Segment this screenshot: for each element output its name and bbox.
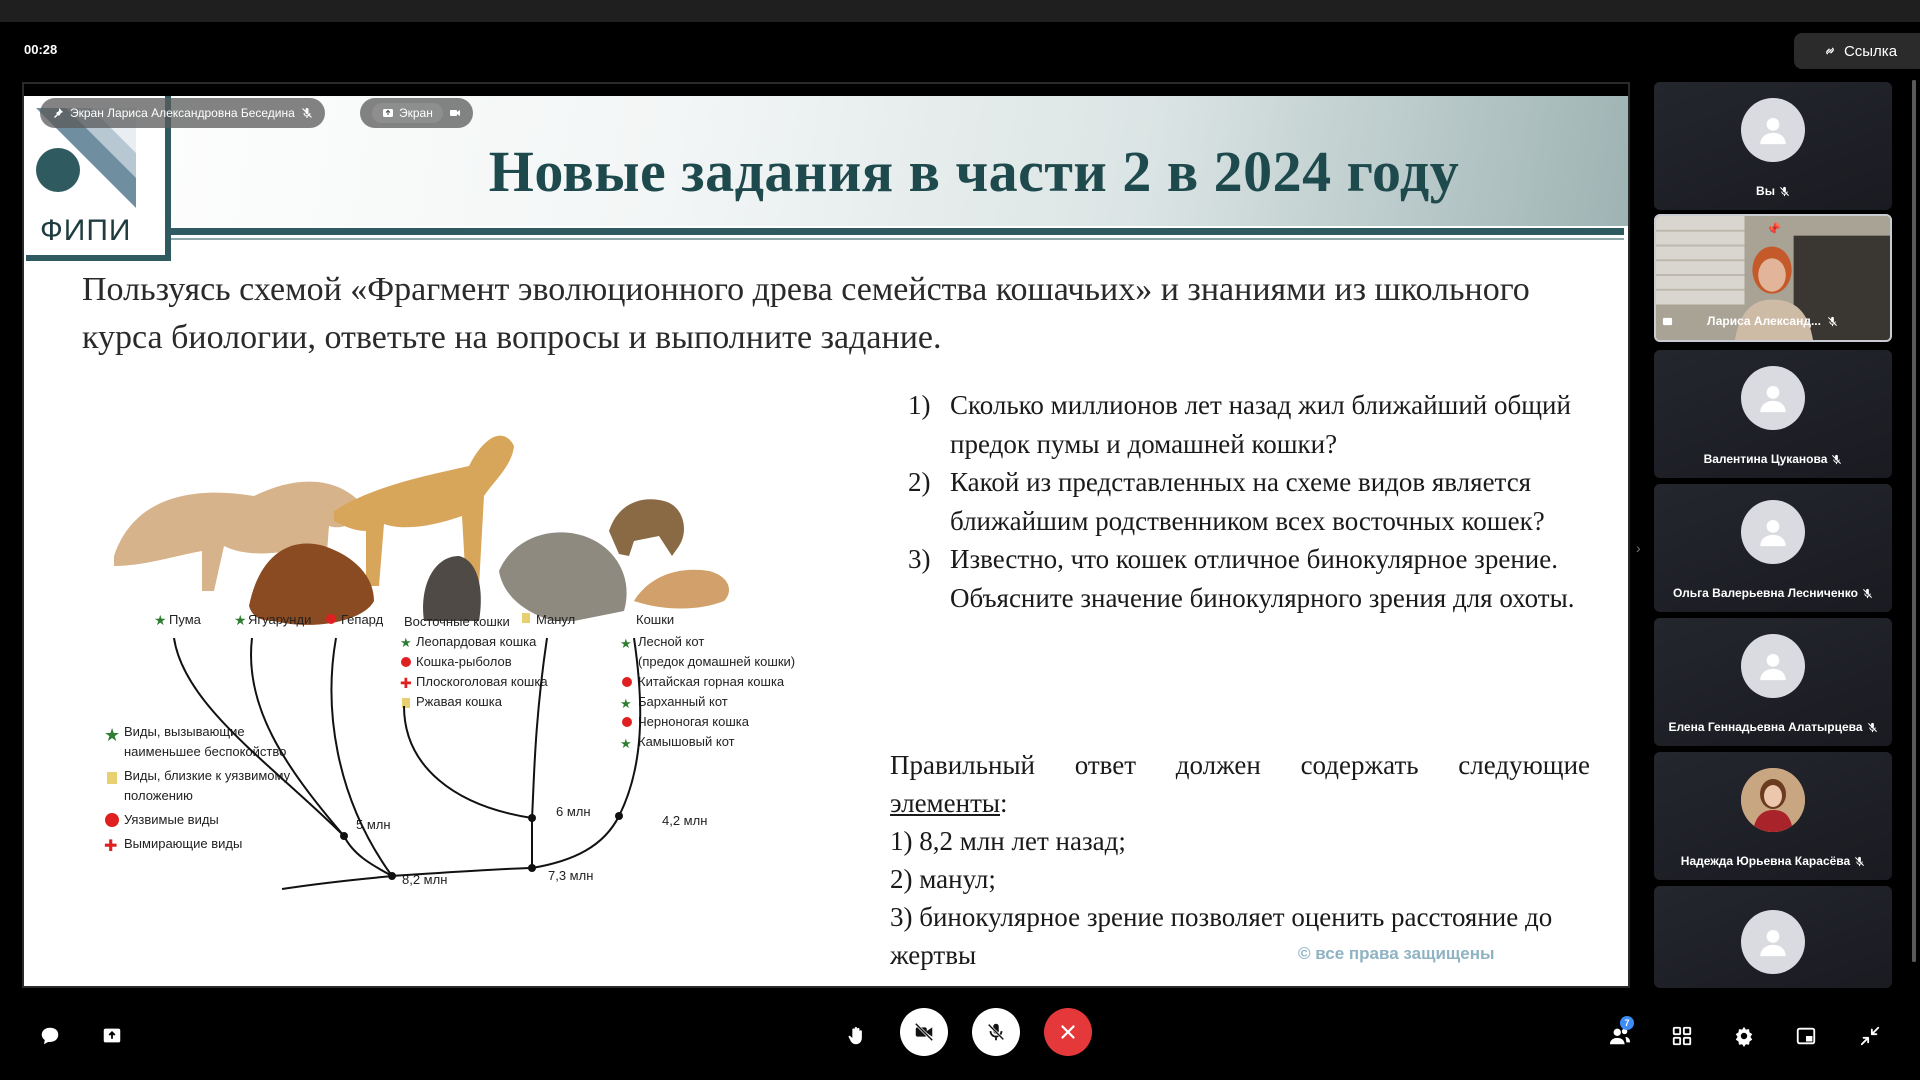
- mic-off-icon: [1831, 454, 1842, 465]
- fipi-logo-text: ФИПИ: [40, 214, 132, 247]
- copy-link-button[interactable]: [1794, 33, 1920, 69]
- chat-icon: [39, 1025, 61, 1047]
- participant-tile[interactable]: [1654, 618, 1892, 746]
- star-icon: ★: [620, 636, 632, 651]
- answer-item: 3) бинокулярное зрение позволяет оценить расстояние до жертвы: [890, 902, 1553, 970]
- slide-intro: Пользуясь схемой «Фрагмент эволюционного древа семейства кошачьих» и знаниями из школьного курса биологии, ответьте на вопросы и выполните задание.: [82, 271, 1530, 356]
- legend-4: Вымирающие виды: [124, 836, 243, 851]
- answer-item: 1) 8,2 млн лет назад;: [890, 826, 1126, 856]
- legend-marker-icon: [107, 772, 117, 784]
- leave-call-button[interactable]: [1044, 1008, 1092, 1056]
- mic-off-icon: [1827, 316, 1838, 327]
- eastern-cat-4: Ржавая кошка: [416, 694, 502, 709]
- cross-icon: ✚: [400, 675, 412, 691]
- slide-title: Новые задания в части 2 в 2024 году: [488, 139, 1460, 204]
- camera-toggle-button[interactable]: [900, 1008, 948, 1056]
- marker-icon: [522, 613, 530, 623]
- panel-collapse-chevron-icon[interactable]: ›: [1636, 540, 1641, 556]
- legend-cross-icon: ✚: [104, 838, 118, 855]
- mic-off-icon: [985, 1021, 1007, 1043]
- age-7-3: 7,3 млн: [548, 868, 594, 883]
- legend-1a: Виды, вызывающие: [124, 724, 245, 739]
- sand-cat-figure: [634, 570, 729, 609]
- manul-figure: [499, 532, 627, 621]
- question-item: 1) Сколько миллионов лет назад жил ближайший общий предок пумы и домашней кошки?: [908, 390, 1571, 459]
- collapse-icon: [1859, 1025, 1881, 1047]
- link-icon: [1823, 44, 1837, 58]
- chat-button[interactable]: [34, 1020, 66, 1052]
- close-icon: [1057, 1021, 1079, 1043]
- participant-name: Елена Геннадьевна Алатырцева: [1668, 720, 1863, 734]
- participant-name: Лариса Александ...: [1707, 314, 1821, 328]
- shared-screen: [24, 96, 1628, 988]
- mic-off-icon: [1779, 186, 1790, 197]
- mic-off-icon: [1867, 722, 1878, 733]
- species-cheetah: Гепард: [341, 612, 384, 627]
- participant-tile[interactable]: [1654, 82, 1892, 210]
- participant-name: Ольга Валерьевна Лесниченко: [1673, 586, 1858, 600]
- evolution-tree-diagram: [74, 406, 894, 966]
- eastern-cat-2: Кошка-рыболов: [416, 654, 512, 669]
- picture-in-picture-button[interactable]: [1788, 1018, 1824, 1054]
- star-icon: ★: [234, 612, 247, 628]
- legend-2a: Виды, близкие к уязвимому: [124, 768, 291, 783]
- age-8-2: 8,2 млн: [402, 872, 448, 887]
- exit-fullscreen-button[interactable]: [1852, 1018, 1888, 1054]
- age-4-2: 4,2 млн: [662, 813, 708, 828]
- avatar: [1741, 98, 1805, 162]
- star-icon: ★: [400, 635, 412, 650]
- dot-icon: [622, 717, 632, 727]
- participants-scrollbar-thumb[interactable]: [1912, 80, 1916, 962]
- answer-block: [890, 746, 1590, 974]
- mic-off-icon: [1854, 856, 1865, 867]
- user-icon: [1756, 381, 1790, 415]
- eastern-cat-3: Плоскоголовая кошка: [416, 674, 548, 689]
- screen-icon: [382, 107, 394, 119]
- presenter-screen-label: Экран Лариса Александровна Беседина: [40, 98, 325, 128]
- camera-off-icon: [913, 1021, 935, 1043]
- cats-1: Лесной кот: [638, 634, 705, 649]
- legend-dot-icon: [105, 813, 119, 827]
- question-list: [894, 386, 1594, 617]
- layout-grid-button[interactable]: [1664, 1018, 1700, 1054]
- avatar: [1741, 500, 1805, 564]
- dot-icon: [326, 614, 336, 624]
- participant-tile[interactable]: [1654, 752, 1892, 880]
- user-icon: [1756, 113, 1790, 147]
- star-icon: ★: [154, 612, 167, 628]
- star-icon: ★: [620, 736, 632, 751]
- screen-share-button[interactable]: Экран: [372, 103, 443, 123]
- legend-star-icon: ★: [104, 725, 121, 745]
- gear-icon: [1733, 1025, 1755, 1047]
- legend-1b: наименьшее беспокойство: [124, 744, 287, 759]
- settings-button[interactable]: [1726, 1018, 1762, 1054]
- species-manul: Манул: [536, 612, 576, 627]
- screen-share-indicator-icon: [1662, 316, 1673, 327]
- avatar: [1741, 910, 1805, 974]
- species-puma: Пума: [169, 612, 201, 627]
- participant-name: Надежда Юрьевна Карасёва: [1680, 854, 1851, 868]
- legend-3: Уязвимые виды: [124, 812, 219, 827]
- wildcat-figure: [609, 499, 684, 556]
- species-eastern-cats: Восточные кошки: [404, 614, 510, 629]
- age-6: 6 млн: [556, 804, 591, 819]
- cats-3: Китайская горная кошка: [638, 674, 785, 689]
- cats-6: Камышовый кот: [638, 734, 735, 749]
- animal-illustrations: [114, 436, 729, 625]
- profile-photo: [1741, 768, 1805, 832]
- eastern-cat-1: Леопардовая кошка: [416, 634, 537, 649]
- window-top-strip: [0, 0, 1920, 22]
- call-timer: 00:28: [24, 42, 58, 57]
- star-icon: ★: [620, 696, 632, 711]
- pin-icon[interactable]: 📌: [1766, 222, 1781, 236]
- camera-icon[interactable]: [449, 107, 461, 119]
- participant-tile-video[interactable]: [1654, 214, 1892, 342]
- participant-tile[interactable]: [1654, 350, 1892, 478]
- participant-name: Валентина Цуканова: [1703, 452, 1828, 466]
- screen-toggle-pill[interactable]: [360, 98, 473, 128]
- age-5: 5 млн: [356, 817, 391, 832]
- microphone-toggle-button[interactable]: [972, 1008, 1020, 1056]
- share-screen-icon: [101, 1025, 123, 1047]
- avatar: [1741, 366, 1805, 430]
- grid-icon: [1671, 1025, 1693, 1047]
- user-icon: [1756, 515, 1790, 549]
- species-jaguarundi: Ягуарунди: [248, 612, 312, 627]
- answer-lead-line-2: элементы:: [890, 788, 1008, 818]
- copy-link-label: Ссылка: [1843, 42, 1898, 60]
- participant-name: Вы: [1756, 184, 1775, 198]
- dot-icon: [622, 677, 632, 687]
- share-screen-button[interactable]: [96, 1020, 128, 1052]
- dot-icon: [401, 657, 411, 667]
- answer-item: 2) манул;: [890, 864, 996, 894]
- copyright-note: © все права защищены: [1298, 944, 1495, 963]
- raise-hand-button[interactable]: [836, 1016, 876, 1056]
- cheetah-figure: [334, 436, 514, 586]
- question-item: 3) Известно, что кошек отличное бинокулярное зрение. Объясните значение бинокулярного зрения для охоты.: [908, 544, 1575, 613]
- pin-icon: [52, 107, 64, 119]
- cats-2: (предок домашней кошки): [638, 654, 796, 669]
- legend-2b: положению: [124, 788, 193, 803]
- pip-icon: [1795, 1025, 1817, 1047]
- cats-5: Черноногая кошка: [638, 714, 749, 729]
- hand-icon: [845, 1025, 867, 1047]
- question-item: 2) Какой из представленных на схеме видов является ближайшим родственником всех восточных кошек?: [908, 467, 1545, 536]
- eastern-cat-figure: [423, 556, 481, 621]
- participant-tile[interactable]: [1654, 484, 1892, 612]
- avatar: [1741, 634, 1805, 698]
- answer-lead-line: Правильный ответ должен содержать следующие: [890, 750, 1590, 780]
- species-cats: Кошки: [636, 612, 675, 627]
- user-icon: [1756, 925, 1790, 959]
- mic-off-icon: [1862, 588, 1873, 599]
- cats-4: Барханный кот: [638, 694, 728, 709]
- participant-tile[interactable]: [1654, 886, 1892, 988]
- avatar: [1741, 768, 1805, 832]
- user-icon: [1756, 649, 1790, 683]
- participants-count-badge: 7: [1620, 1016, 1634, 1030]
- mic-off-icon: [301, 107, 313, 119]
